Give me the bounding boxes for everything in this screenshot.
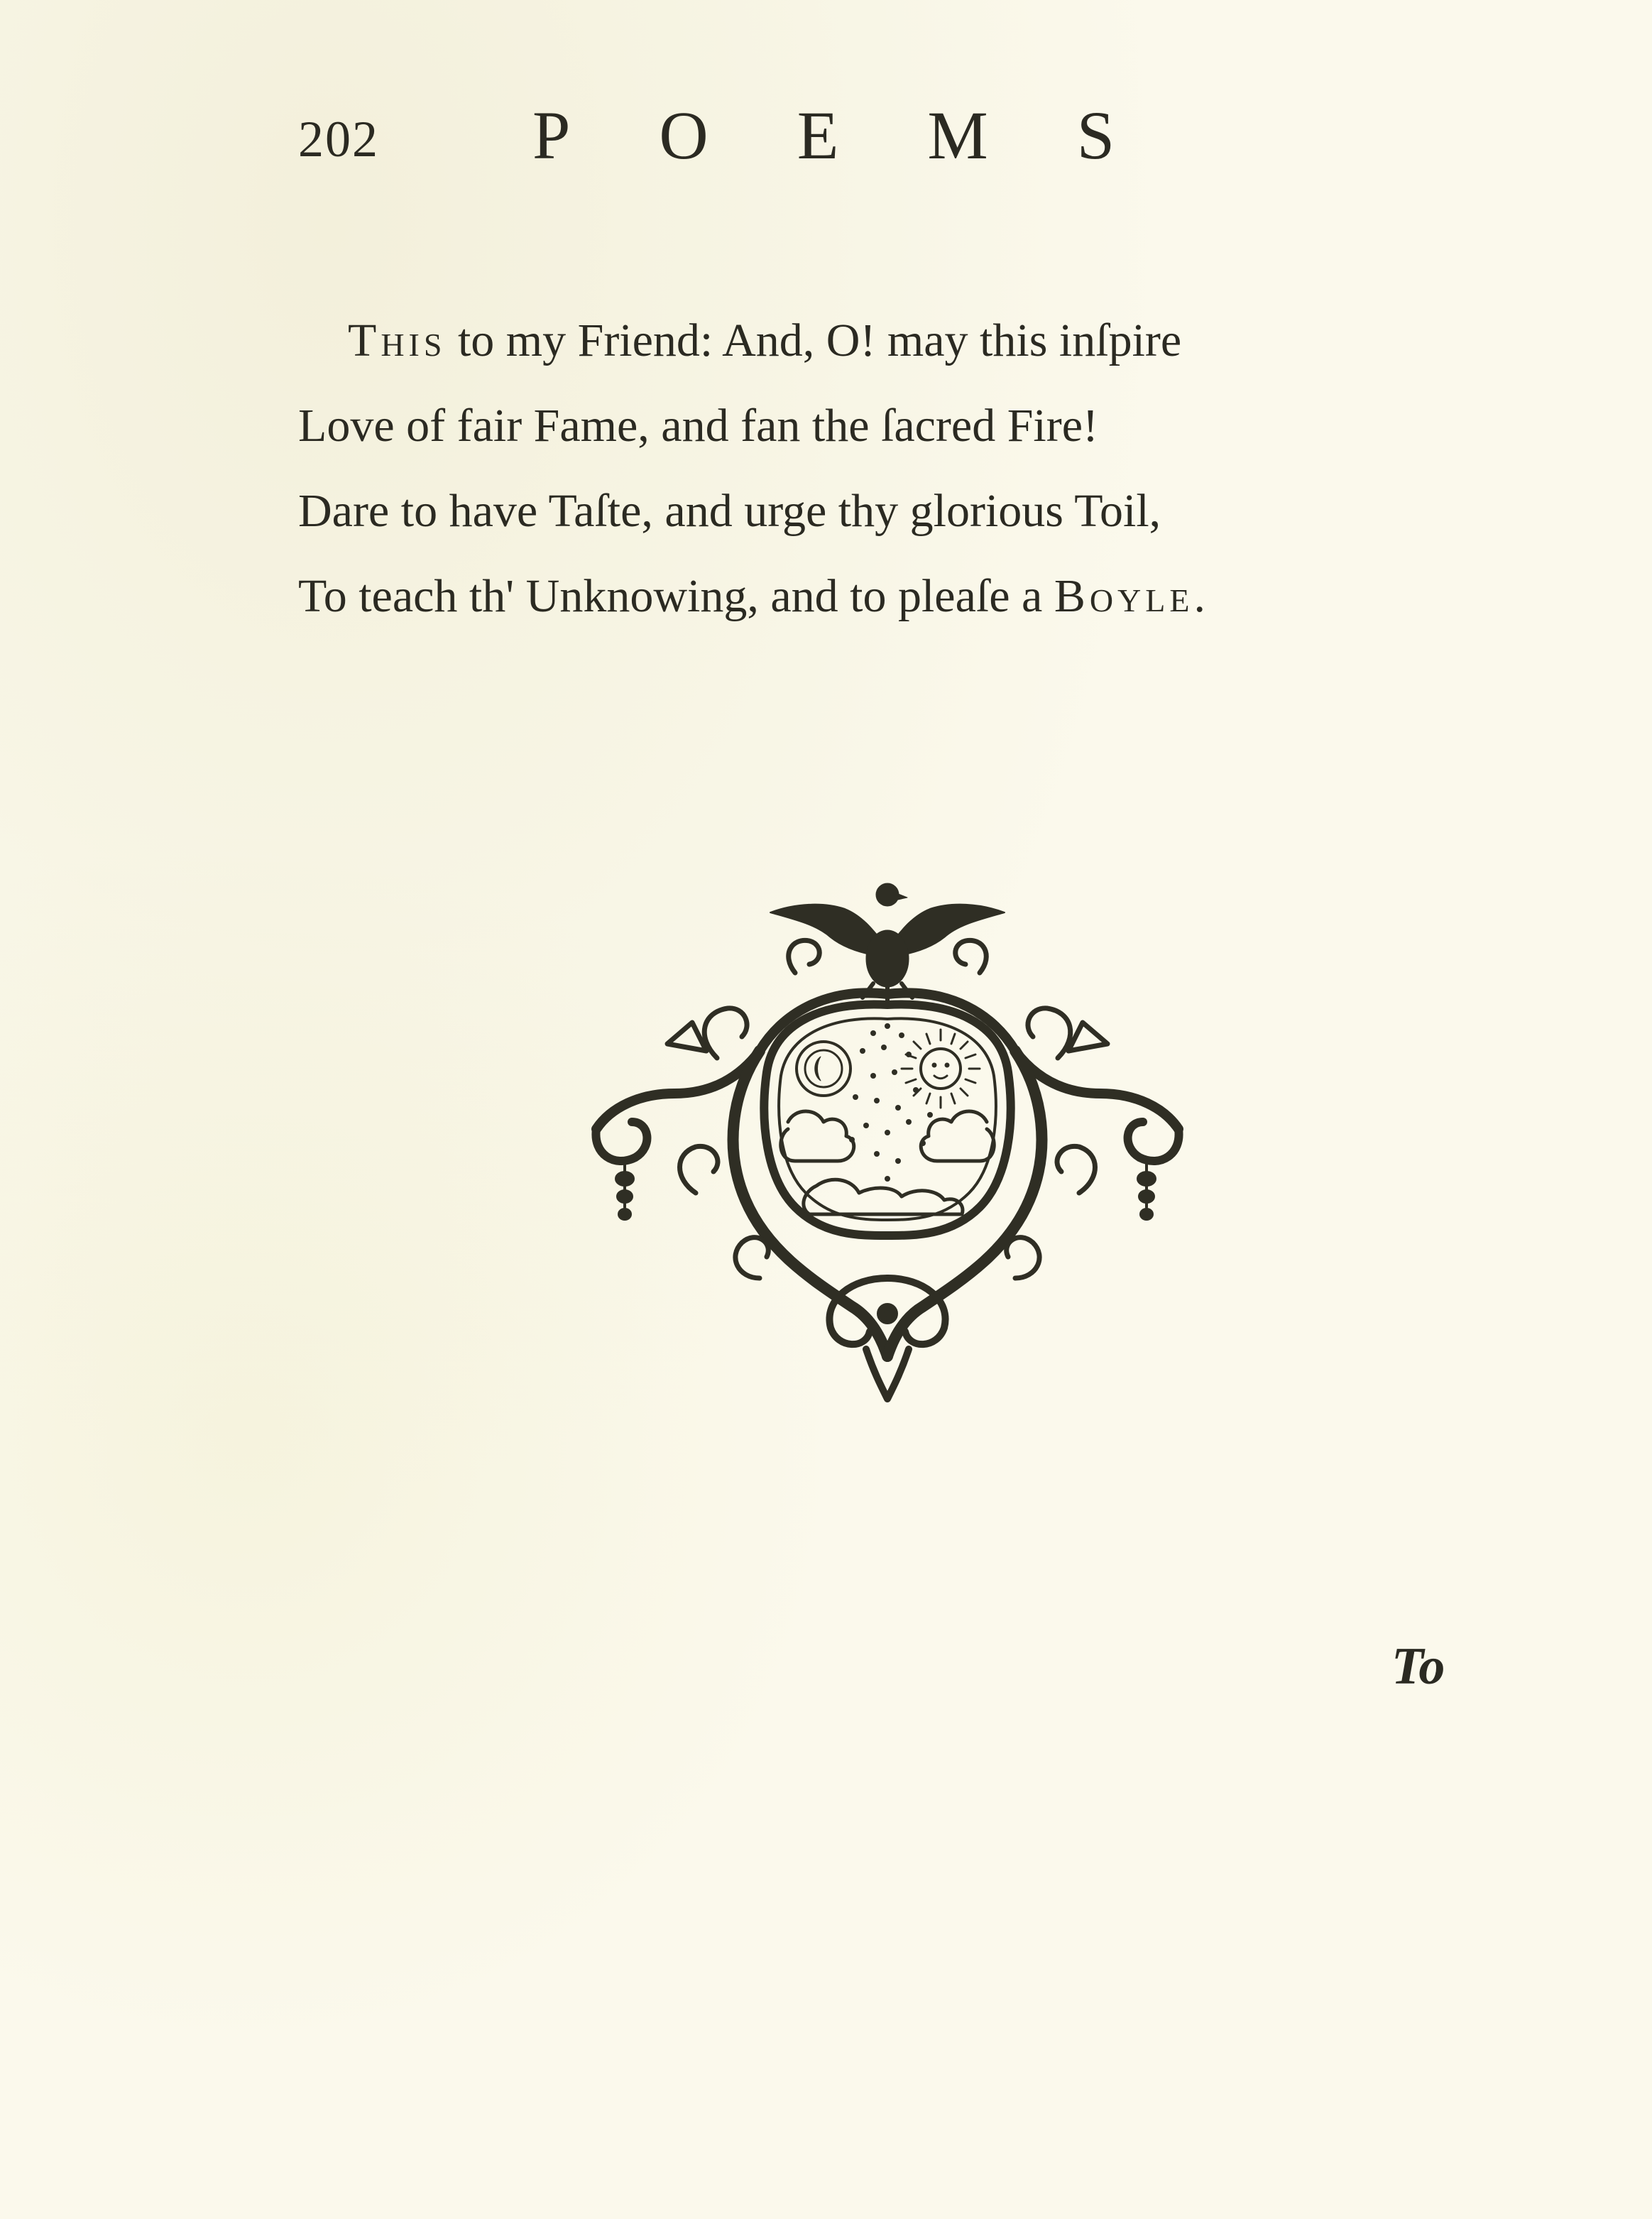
poem-stanza	[298, 298, 1434, 639]
catchword: To	[1391, 1637, 1445, 1696]
page-number: 202	[298, 111, 379, 168]
verse-line-1-text: to my Friend: And, O! may this inſpire	[446, 315, 1182, 366]
verse-line-1-lead: This	[348, 315, 447, 366]
verse-line-3	[298, 469, 1434, 554]
verse-line-1	[298, 298, 1434, 383]
eagle-icon	[770, 883, 1005, 1003]
verse-line-2-text: Love of fair Fame, and fan the ſacred Fire!	[298, 400, 1098, 452]
running-head: POEMS	[532, 97, 1204, 173]
verse-line-4	[298, 554, 1434, 639]
page-header	[298, 96, 1221, 174]
moon-icon	[797, 1042, 850, 1096]
cartouche-ornament-icon	[582, 880, 1193, 1406]
verse-line-3-text: Dare to have Taſte, and urge thy glorious Toil,	[298, 485, 1161, 537]
sun-icon	[902, 1030, 980, 1108]
verse-line-2	[298, 383, 1434, 469]
verse-line-4-trail: Boyle.	[1054, 570, 1210, 622]
verse-line-4-text: To teach th' Unknowing, and to pleaſe a	[298, 570, 1054, 622]
